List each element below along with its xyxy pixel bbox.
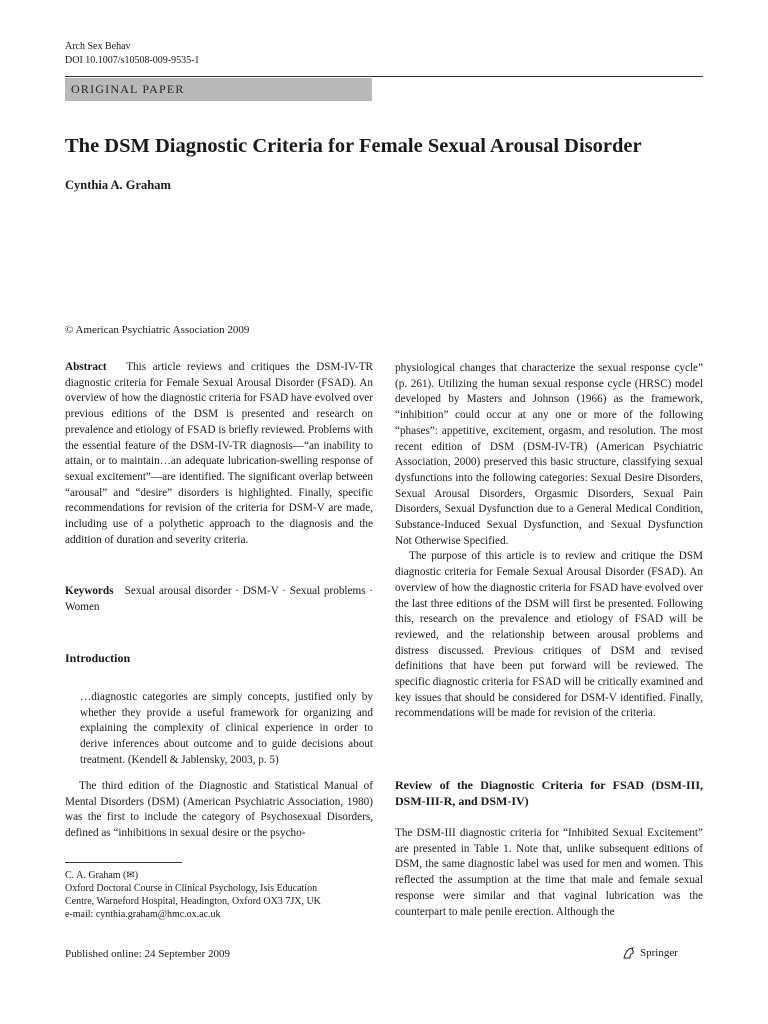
abstract — [65, 360, 373, 548]
published-date: Published online: 24 September 2009 — [65, 948, 230, 960]
footnote-affiliation-2: Centre, Warneford Hospital, Headington, Oxford OX3 7JX, UK — [65, 896, 321, 907]
footnote-author: C. A. Graham (✉) — [65, 870, 139, 881]
review-heading: Review of the Diagnostic Criteria for FSAD (DSM-III, DSM-III-R, and DSM-IV) — [395, 778, 703, 808]
review-paragraph: The DSM-III diagnostic criteria for “Inhibited Sexual Excitement” are presented in Table 1. Note that, unlike subsequent editions of DSM, the same diagnostic label was used for men and women. This reflected the assumption at the time that male and female sexual response were similar and that vaginal lubrication was the counterpart to male penile erection. Although the — [395, 827, 703, 918]
springer-horse-icon — [622, 946, 636, 960]
keywords-text: Sexual arousal disorder · DSM-V · Sexual problems · Women — [65, 585, 374, 613]
copyright-notice: © American Psychiatric Association 2009 — [65, 324, 250, 336]
right-para1: physiological changes that characterize the sexual response cycle” (p. 261). Utilizing the human sexual response cycle (HRSC) model developed by Masters and Johnson (1966) as the framework, “inhibition” could occur at any one or more of the following “phases”: appetitive, excitement, orgasm, and resolution. The most recent edition of DSM (DSM-IV-TR) (American Psychiatric Association, 2000) preserved this basic structure, classifying sexual dysfunctions into the following categories: Sexual Desire Disorders, Sexual Arousal Disorders, Orgasmic Disorders, Sexual Pain Disorders, Sexual Dysfunction due to a General Medical Condition, Substance-Induced Sexual Dysfunction, and Sexual Dysfunction Not Otherwise Specified. — [395, 362, 703, 547]
doi[interactable]: DOI 10.1007/s10508-009-9535-1 — [65, 55, 200, 66]
introduction-para1: The third edition of the Diagnostic and Statistical Manual of Mental Disorders (DSM) (American Psychiatric Association, 1980) was the first to include the category of Psychosexual Disorders, defined as “inhibitions in sexual desire or the psycho- — [65, 780, 373, 840]
author-footnote — [65, 869, 321, 921]
author-name: Cynthia A. Graham — [65, 178, 171, 192]
journal-header — [65, 40, 199, 68]
publisher-name: Springer — [640, 947, 678, 959]
footnote-affiliation-1: Oxford Doctoral Course in Clinical Psychology, Isis Education — [65, 883, 318, 894]
header-rule — [65, 76, 703, 77]
paper-title: The DSM Diagnostic Criteria for Female Sexual Arousal Disorder — [65, 135, 642, 157]
introduction-heading: Introduction — [65, 651, 131, 665]
footnote-email[interactable]: e-mail: cynthia.graham@hmc.ox.ac.uk — [65, 909, 221, 920]
abstract-text: This article reviews and critiques the DSM-IV-TR diagnostic criteria for Female Sexual Arousal Disorder (FSAD). An overview of how the diagnostic criteria for FSAD have evolved over previous editions of the DSM is presented and research on prevalence and etiology of FSAD is briefly reviewed. Problems with the essential feature of the DSM-IV-TR diagnosis—“an inability to attain, or to maintain…an adequate lubrication-swelling response of sexual excitement”—are identified. The significant overlap between “arousal” and “desire” disorders is highlighted. Finally, specific recommendations for revision of the criteria for DSM-V are made, including use of a polythetic approach to the diagnosis and the addition of duration and severity criteria. — [65, 361, 374, 546]
journal-name: Arch Sex Behav — [65, 41, 131, 52]
publisher-logo — [622, 946, 678, 960]
article-type-banner: ORIGINAL PAPER — [65, 78, 372, 101]
abstract-label: Abstract — [65, 361, 107, 373]
footnote-rule — [65, 862, 182, 863]
keywords — [65, 584, 373, 615]
keywords-label: Keywords — [65, 585, 114, 597]
epigraph-quote: …diagnostic categories are simply concepts, justified only by whether they provide a useful framework for organizing and explaining the complexity of clinical experience in order to derive inferences about outcome and to guide decisions about treatment. (Kendell & Jablensky, 2003, p. 5) — [80, 691, 373, 766]
right-column-body — [395, 361, 703, 722]
right-para2: The purpose of this article is to review and critique the DSM diagnostic criteria for Female Sexual Arousal Disorder (FSAD). An overview of how the diagnostic criteria for FSAD have evolved over the last three editions of the DSM will first be presented. Following this, research on the prevalence and etiology of FSAD will be reviewed, and the relationship between arousal problems and distress discussed. Previous critiques of DSM and revised definitions that have been put forward will be reviewed. The specific diagnostic criteria for FSAD will be critically examined and key issues that should be considered for DSM-V identified. Finally, recommendations will be made for revision of the criteria. — [395, 550, 703, 720]
introduction-paragraph — [65, 779, 373, 842]
